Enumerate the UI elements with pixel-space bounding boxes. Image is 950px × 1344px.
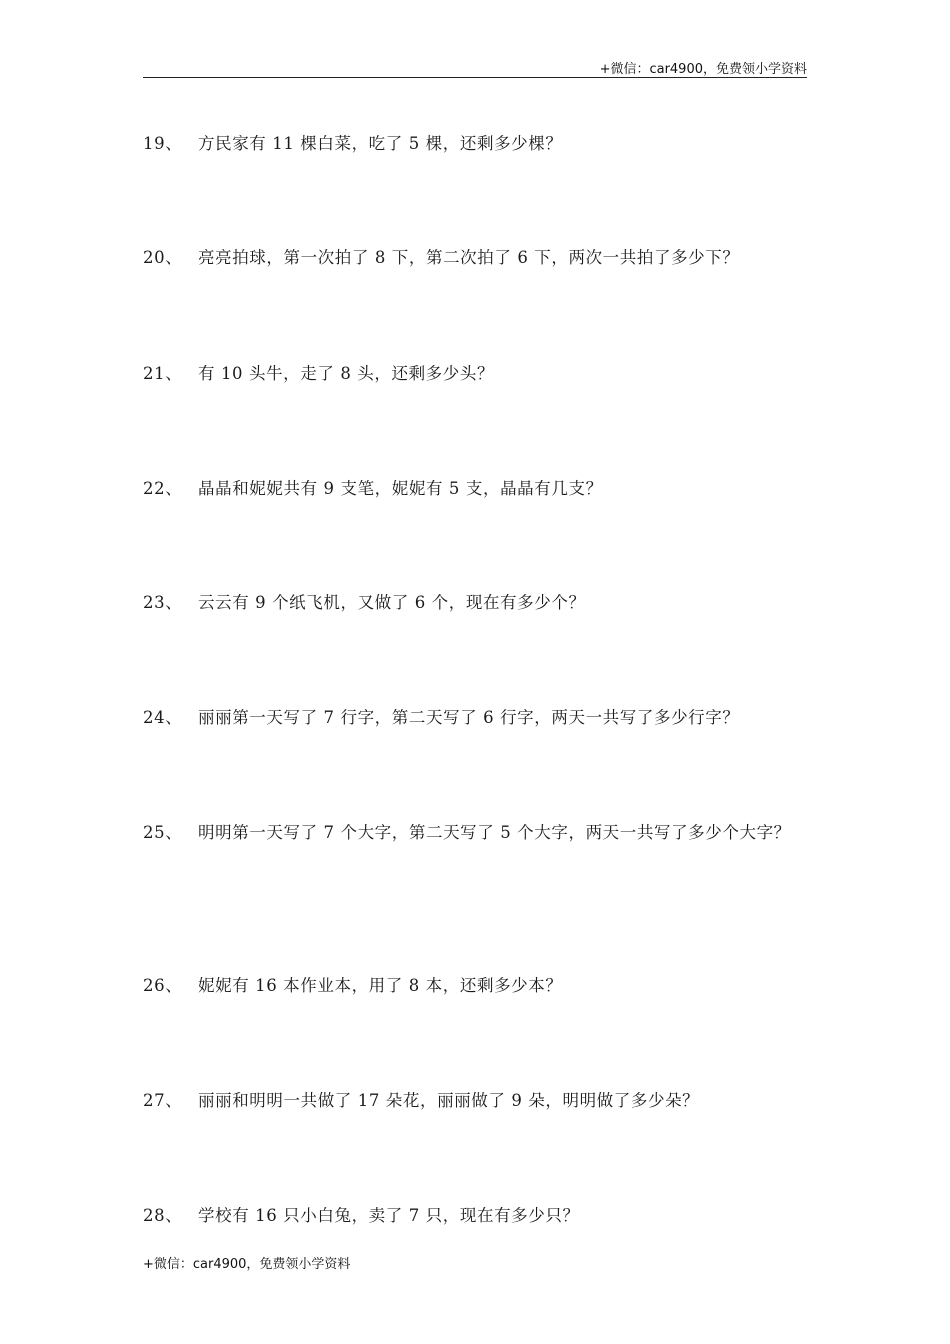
question-number: 21、 [143,364,183,383]
question-text: 云云有 9 个纸飞机，又做了 6 个，现在有多少个？ [198,593,586,612]
page-header-text: +微信：car4900，免费领小学资料 [599,62,807,77]
question-text: 妮妮有 16 本作业本，用了 8 本，还剩多少本？ [198,976,563,995]
question-26 [143,967,813,1005]
question-28 [143,1197,813,1235]
question-text: 方民家有 11 棵白菜，吃了 5 棵，还剩多少棵？ [198,134,563,153]
question-text: 亮亮拍球，第一次拍了 8 下，第二次拍了 6 下，两次一共拍了多少下？ [198,248,740,267]
question-22 [143,470,813,508]
question-number: 22、 [143,479,183,498]
question-text: 学校有 16 只小白兔，卖了 7 只，现在有多少只？ [198,1206,580,1225]
question-19 [143,125,813,163]
question-number: 26、 [143,976,183,995]
question-23 [143,584,813,622]
question-text: 明明第一天写了 7 个大字，第二天写了 5 个大字，两天一共写了多少个大字？ [198,823,791,842]
question-text: 丽丽和明明一共做了 17 朵花，丽丽做了 9 朵，明明做了多少朵？ [198,1091,700,1110]
question-number: 20、 [143,248,183,267]
question-24 [143,699,813,737]
question-25 [143,814,808,852]
question-21 [143,355,813,393]
question-20 [143,239,813,277]
question-number: 27、 [143,1091,183,1110]
question-27 [143,1082,813,1120]
question-text: 晶晶和妮妮共有 9 支笔，妮妮有 5 支，晶晶有几支？ [198,479,603,498]
question-text: 有 10 头牛，走了 8 头，还剩多少头？ [198,364,495,383]
question-number: 25、 [143,823,183,842]
question-number: 23、 [143,593,183,612]
question-text: 丽丽第一天写了 7 行字，第二天写了 6 行字，两天一共写了多少行字？ [198,708,740,727]
header-divider [143,77,807,78]
question-number: 19、 [143,134,183,153]
page-footer-text: +微信：car4900，免费领小学资料 [143,1257,351,1272]
question-number: 28、 [143,1206,183,1225]
question-number: 24、 [143,708,183,727]
